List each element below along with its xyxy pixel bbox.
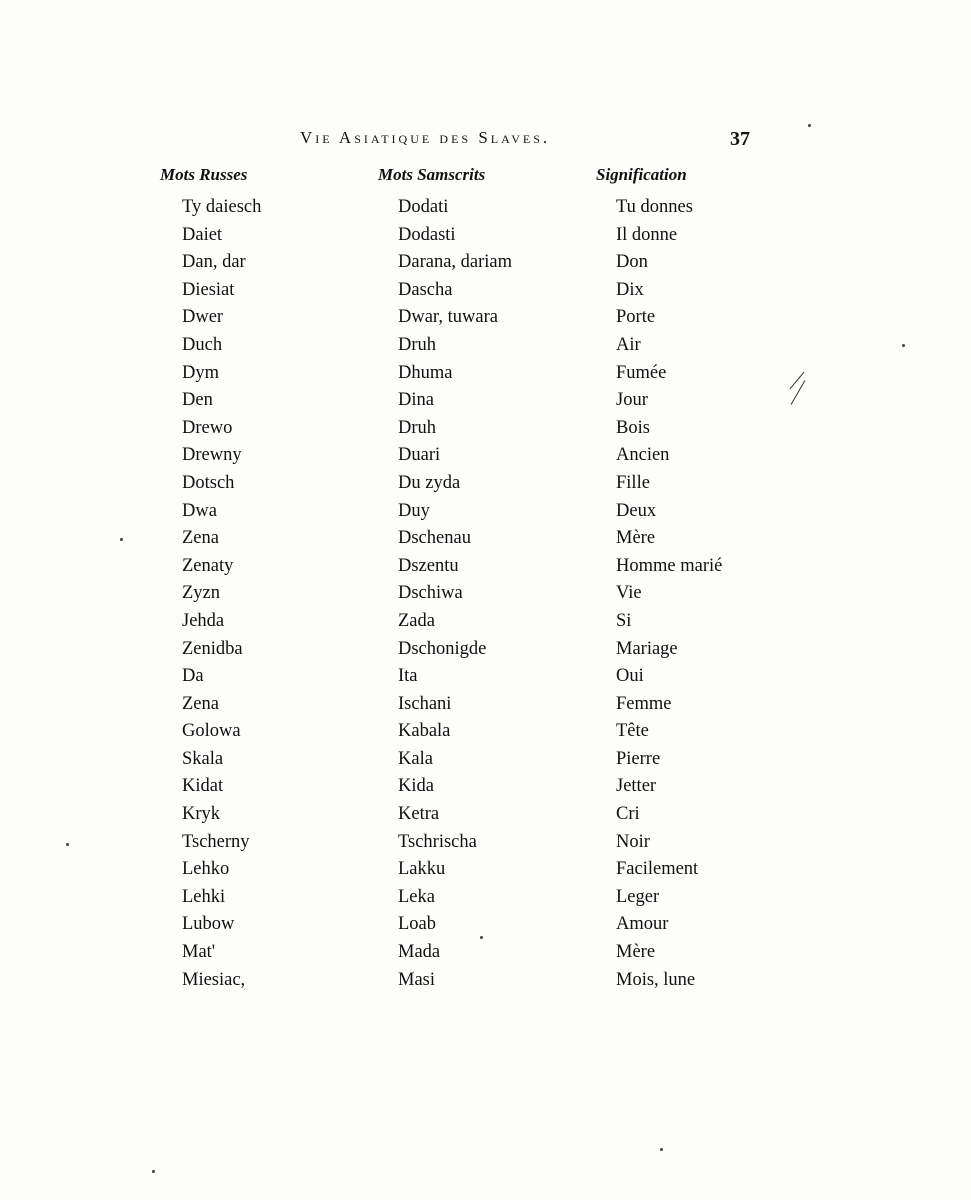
meaning-word: Fille <box>616 472 650 493</box>
russian-word: Zena <box>182 528 219 549</box>
meaning-word: Jetter <box>616 776 657 797</box>
sanskrit-word: Dschiwa <box>398 583 463 604</box>
running-head <box>0 128 971 158</box>
sanskrit-word: Dodati <box>398 197 449 217</box>
russian-word: Zenaty <box>182 555 234 576</box>
scan-speck <box>808 124 811 127</box>
sanskrit-words-column <box>398 194 512 994</box>
sanskrit-word: Kala <box>398 748 433 769</box>
russian-word: Den <box>182 390 213 411</box>
meaning-word: Jour <box>616 390 648 411</box>
russian-words-header: Mots Russes <box>160 165 248 184</box>
meaning-word: Facilement <box>616 859 699 880</box>
meaning-word: Bois <box>616 417 650 438</box>
russian-word: Drewny <box>182 445 242 466</box>
sanskrit-word: Mada <box>398 942 441 963</box>
meaning-word: Mariage <box>616 638 678 659</box>
meaning-word: Mère <box>616 528 656 549</box>
sanskrit-word: Tschrischa <box>398 831 477 852</box>
sanskrit-word: Duari <box>398 445 441 466</box>
meaning-word: Homme marié <box>616 555 723 576</box>
scan-mark <box>790 372 805 389</box>
russian-word: Miesiac, <box>182 969 246 990</box>
meaning-word: Air <box>616 334 641 355</box>
russian-words-column <box>182 194 261 994</box>
meaning-column <box>616 194 722 994</box>
meaning-word: Fumée <box>616 362 667 383</box>
russian-word: Lehki <box>182 886 226 907</box>
russian-word: Skala <box>182 748 224 769</box>
scan-speck <box>902 344 905 347</box>
meaning-word: Femme <box>616 693 672 714</box>
russian-word: Daiet <box>182 224 223 245</box>
russian-word: Jehda <box>182 610 225 631</box>
russian-word: Dotsch <box>182 472 235 493</box>
sanskrit-word: Druh <box>398 417 437 438</box>
russian-word: Dwa <box>182 500 217 521</box>
sanskrit-word: Ita <box>398 666 418 687</box>
scan-speck <box>66 843 69 846</box>
sanskrit-word: Du zyda <box>398 472 461 493</box>
sanskrit-word: Dschonigde <box>398 638 487 659</box>
russian-word: Tscherny <box>182 831 250 852</box>
russian-word: Ty daiesch <box>182 197 262 217</box>
sanskrit-word: Kabala <box>398 721 451 742</box>
sanskrit-word: Ischani <box>398 693 452 714</box>
running-title: Vie Asiatique des Slaves. <box>300 128 551 147</box>
meaning-word: Mois, lune <box>616 969 696 990</box>
meaning-word: Si <box>616 610 632 631</box>
meaning-word: Porte <box>616 307 656 328</box>
meaning-header: Signification <box>596 165 687 184</box>
russian-word: Zenidba <box>182 638 243 659</box>
russian-word: Lehko <box>182 859 230 880</box>
meaning-word: Amour <box>616 914 669 935</box>
sanskrit-words-header: Mots Samscrits <box>378 165 486 184</box>
russian-word: Kidat <box>182 776 224 797</box>
sanskrit-word: Dschenau <box>398 528 471 549</box>
page-number: 37 <box>730 128 750 150</box>
russian-word: Dan, dar <box>182 252 246 273</box>
sanskrit-word: Zada <box>398 610 435 631</box>
scan-speck <box>660 1148 663 1151</box>
sanskrit-word: Dodasti <box>398 224 456 245</box>
russian-word: Dwer <box>182 307 224 328</box>
sanskrit-word: Masi <box>398 969 435 990</box>
russian-word: Mat' <box>182 942 216 963</box>
meaning-word: Mère <box>616 942 656 963</box>
meaning-word: Deux <box>616 500 657 521</box>
sanskrit-word: Lakku <box>398 859 446 880</box>
scan-speck <box>152 1170 155 1173</box>
meaning-word: Pierre <box>616 748 661 769</box>
russian-word: Drewo <box>182 417 233 438</box>
russian-word: Diesiat <box>182 279 235 300</box>
sanskrit-word: Dascha <box>398 279 453 300</box>
meaning-word: Oui <box>616 666 644 687</box>
meaning-word: Ancien <box>616 445 670 466</box>
sanskrit-word: Leka <box>398 886 435 907</box>
sanskrit-word: Ketra <box>398 804 440 825</box>
russian-word: Kryk <box>182 804 221 825</box>
sanskrit-word: Dhuma <box>398 362 453 383</box>
meaning-word: Tu donnes <box>616 197 693 217</box>
sanskrit-word: Dina <box>398 390 434 411</box>
sanskrit-word: Darana, dariam <box>398 252 513 273</box>
meaning-word: Il donne <box>616 224 678 245</box>
russian-word: Dym <box>182 362 219 383</box>
meaning-word: Noir <box>616 831 650 852</box>
meaning-word: Cri <box>616 804 640 825</box>
scan-speck <box>120 538 123 541</box>
meaning-word: Don <box>616 252 648 273</box>
scan-speck <box>480 936 483 939</box>
russian-word: Lubow <box>182 914 235 935</box>
meaning-word: Vie <box>616 583 642 604</box>
meaning-word: Leger <box>616 886 660 907</box>
russian-word: Zena <box>182 693 219 714</box>
sanskrit-word: Druh <box>398 334 437 355</box>
sanskrit-word: Dszentu <box>398 555 459 576</box>
sanskrit-word: Kida <box>398 776 434 797</box>
meaning-word: Tête <box>616 721 649 742</box>
sanskrit-word: Dwar, tuwara <box>398 307 498 328</box>
russian-word: Golowa <box>182 721 241 742</box>
sanskrit-word: Loab <box>398 914 437 935</box>
russian-word: Da <box>182 666 204 687</box>
meaning-word: Dix <box>616 279 644 300</box>
russian-word: Zyzn <box>182 583 221 604</box>
sanskrit-word: Duy <box>398 500 430 521</box>
russian-word: Duch <box>182 334 223 355</box>
